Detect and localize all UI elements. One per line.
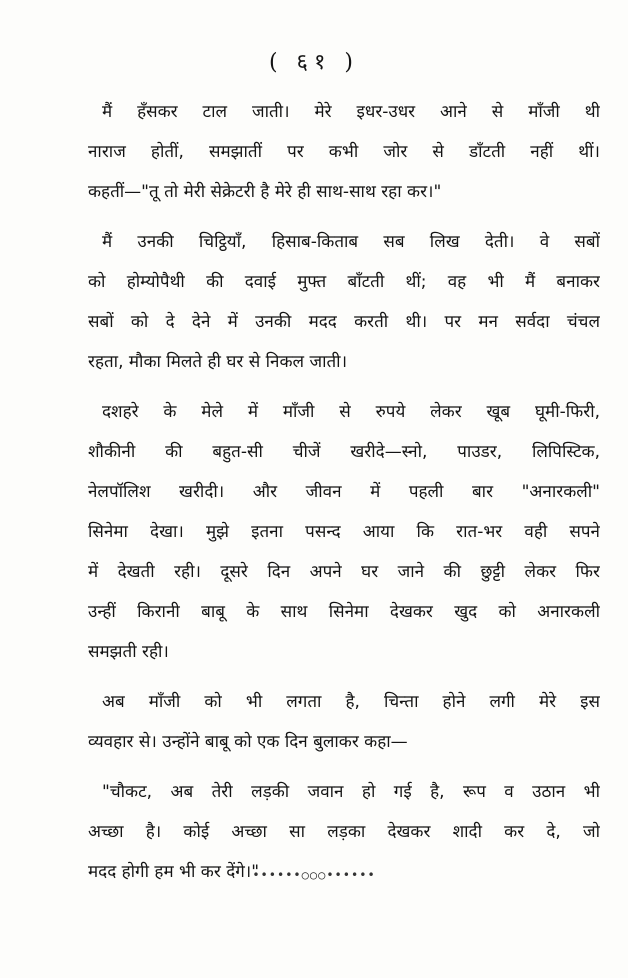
body-text xyxy=(88,92,600,892)
paragraph-3 xyxy=(88,392,600,672)
text-line: अच्छा है। कोई अच्छा सा लड़का देखकर शादी कर दे, जो xyxy=(88,822,600,842)
text-line: शौकीनी की बहुत-सी चीजें खरीदे—स्नो, पाउडर, लिपिस्टिक, xyxy=(88,442,600,462)
text-line: नाराज होतीं, समझातीं पर कभी जोर से डाँटती नहीं थीं। xyxy=(88,142,600,162)
text-line: व्यवहार से। उन्होंने बाबू को एक दिन बुलाकर कहा— xyxy=(88,732,408,752)
text-line: सिनेमा देखा। मुझे इतना पसन्द आया कि रात-भर वही सपने xyxy=(88,522,600,542)
text-line: मैं उनकी चिट्ठियाँ, हिसाब-किताब सब लिख देती। वे सबों xyxy=(102,232,600,252)
text-line: मदद होगी हम भी कर देंगे।" xyxy=(88,862,260,882)
text-line: अब माँजी को भी लगता है, चिन्ता होने लगी मेरे इस xyxy=(102,692,600,712)
text-line: रहता, मौका मिलते ही घर से निकल जाती। xyxy=(88,352,348,372)
text-line: को होम्योपैथी की दवाई मुफ्त बाँटती थीं; वह भी मैं बनाकर xyxy=(88,272,600,292)
text-line: में देखती रही। दूसरे दिन अपने घर जाने की छुट्टी लेकर फिर xyxy=(88,562,600,582)
text-line: "चौकट, अब तेरी लड़की जवान हो गई है, रूप व उठान भी xyxy=(102,782,600,802)
ornament-divider: ••••••○○○•••••• xyxy=(252,868,376,882)
paragraph-2 xyxy=(88,222,600,382)
text-line: नेलपॉलिश खरीदी। और जीवन में पहली बार "अनारकली" xyxy=(88,482,600,502)
page-number: ( ६१ ) xyxy=(268,50,360,75)
paragraph-4 xyxy=(88,682,600,762)
text-line: दशहरे के मेले में माँजी से रुपये लेकर खूब घूमी-फिरी, xyxy=(102,402,600,422)
text-line: सबों को दे देने में उनकी मदद करती थी। पर मन सर्वदा चंचल xyxy=(88,312,600,332)
text-line: मैं हँसकर टाल जाती। मेरे इधर-उधर आने से माँजी थी xyxy=(102,102,600,122)
paragraph-1 xyxy=(88,92,600,212)
text-line: कहतीं—"तू तो मेरी सेक्रेटरी है मेरे ही साथ-साथ रहा कर।" xyxy=(88,182,442,202)
text-line: समझती रही। xyxy=(88,642,169,662)
text-line: उन्हीं किरानी बाबू के साथ सिनेमा देखकर खुद को अनारकली xyxy=(88,602,600,622)
